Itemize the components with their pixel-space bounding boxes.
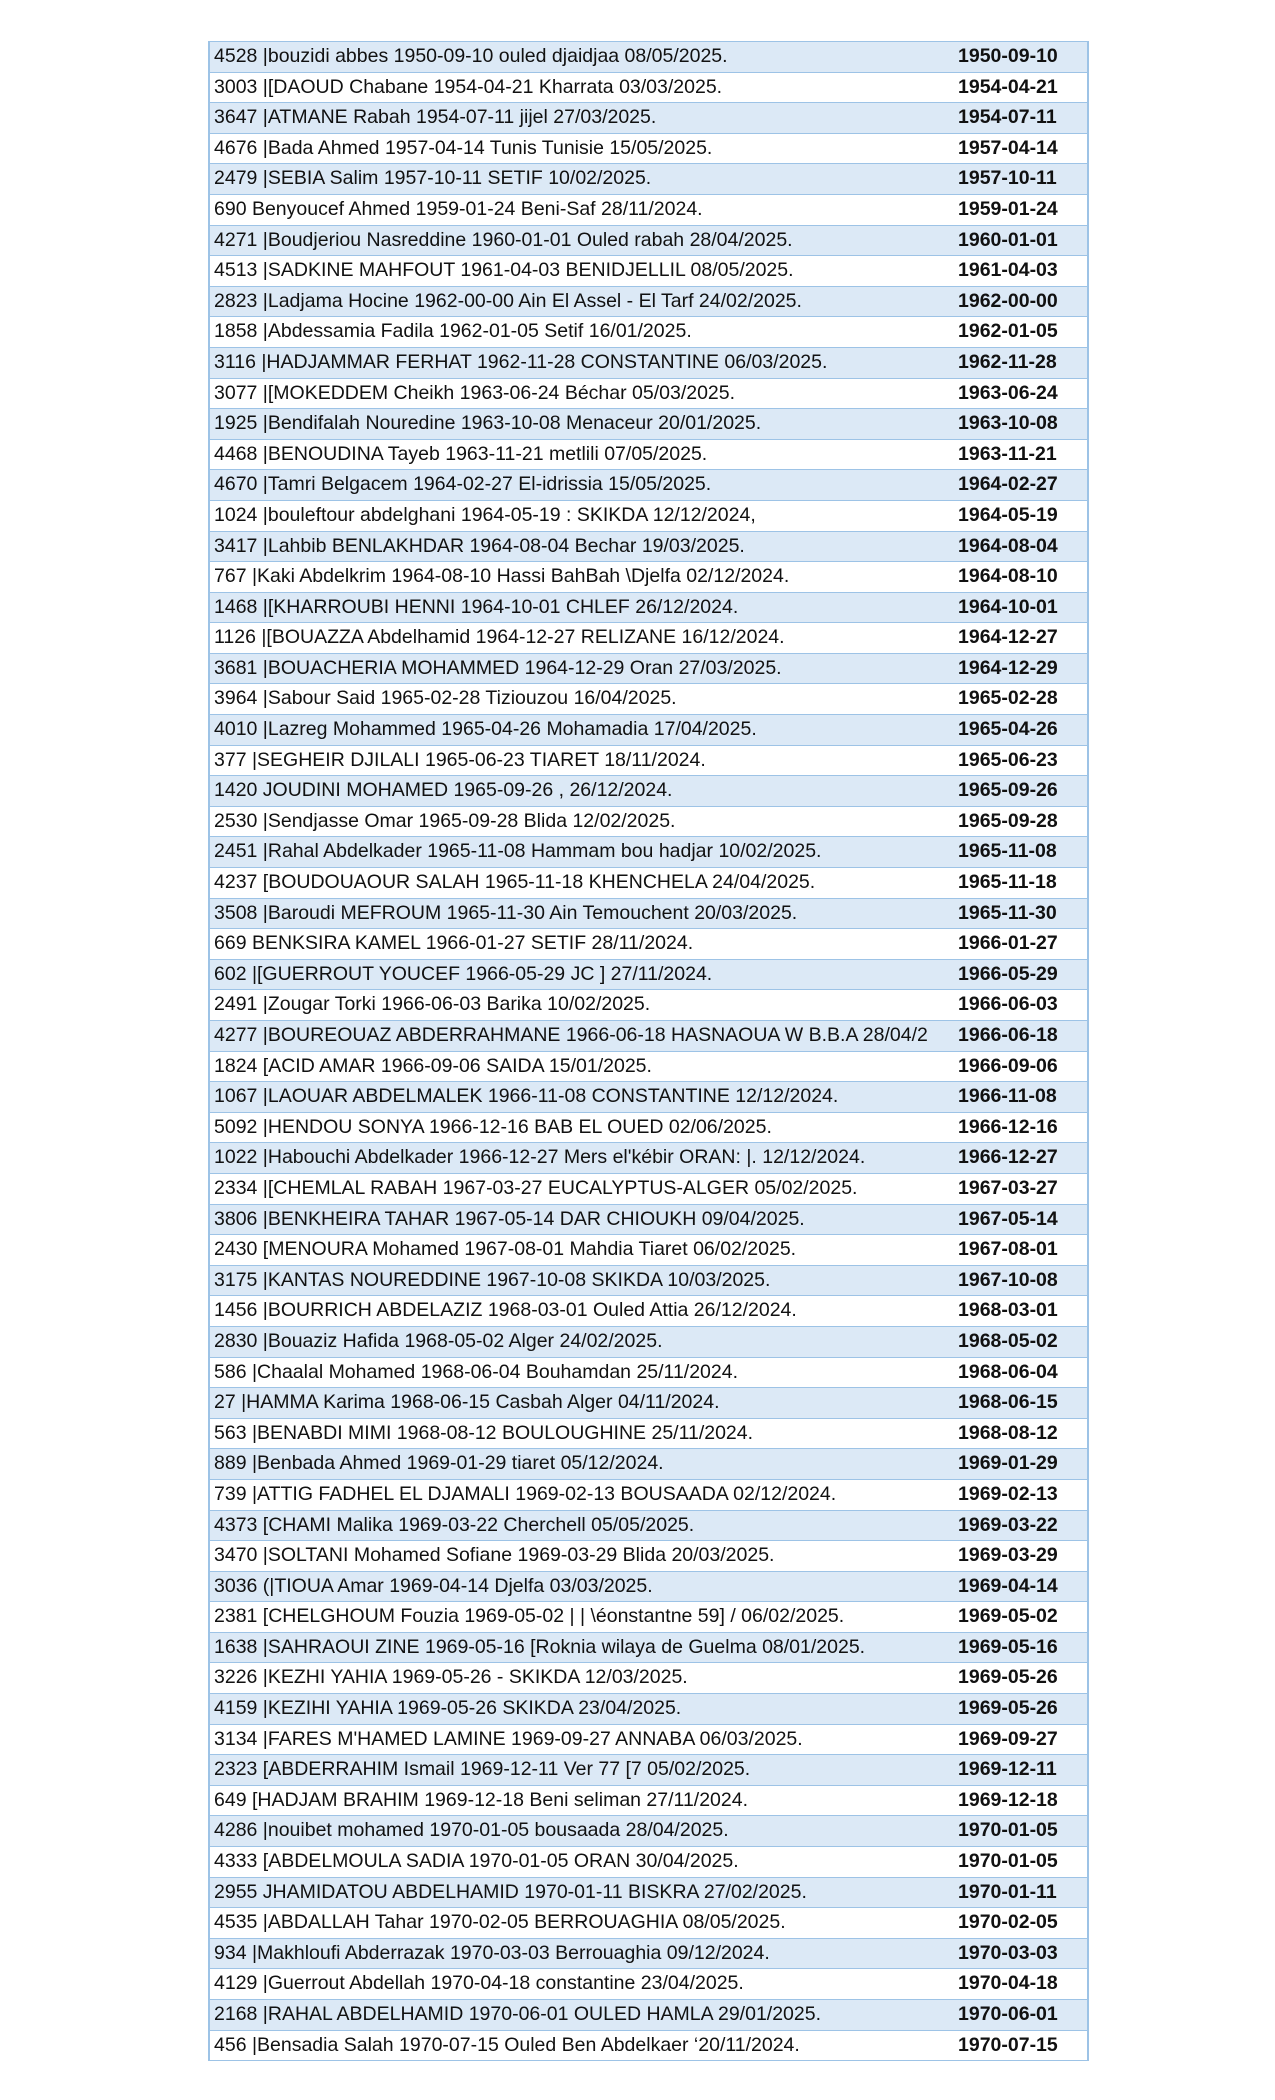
record-text-cell: 1824 [ACID AMAR 1966-09-06 SAIDA 15/01/2025. xyxy=(209,1051,956,1082)
birth-date-cell: 1965-11-30 xyxy=(956,898,1088,929)
record-text-cell: 1126 |[BOUAZZA Abdelhamid 1964-12-27 RELIZANE 16/12/2024. xyxy=(209,623,956,654)
birth-date-cell: 1957-04-14 xyxy=(956,133,1088,164)
table-row xyxy=(209,776,1088,807)
table-row xyxy=(209,653,1088,684)
table-row xyxy=(209,745,1088,776)
record-text-cell: 3226 |KEZHI YAHIA 1969-05-26 - SKIKDA 12/03/2025. xyxy=(209,1663,956,1694)
birth-date-cell: 1969-01-29 xyxy=(956,1449,1088,1480)
record-text-cell: 1022 |Habouchi Abdelkader 1966-12-27 Mers el'kébir ORAN: |. 12/12/2024. xyxy=(209,1143,956,1174)
record-text-cell: 4237 [BOUDOUAOUR SALAH 1965-11-18 KHENCHELA 24/04/2025. xyxy=(209,868,956,899)
record-text-cell: 563 |BENABDI MIMI 1968-08-12 BOULOUGHINE 25/11/2024. xyxy=(209,1418,956,1449)
table-row xyxy=(209,623,1088,654)
record-text-cell: 3470 |SOLTANI Mohamed Sofiane 1969-03-29 Blida 20/03/2025. xyxy=(209,1541,956,1572)
birth-date-cell: 1966-11-08 xyxy=(956,1082,1088,1113)
record-text-cell: 4271 |Boudjeriou Nasreddine 1960-01-01 Ouled rabah 28/04/2025. xyxy=(209,225,956,256)
table-row xyxy=(209,256,1088,287)
record-text-cell: 456 |Bensadia Salah 1970-07-15 Ouled Ben Abdelkaer ‘20/11/2024. xyxy=(209,2030,956,2061)
birth-date-cell: 1969-05-26 xyxy=(956,1663,1088,1694)
birth-date-cell: 1968-06-15 xyxy=(956,1388,1088,1419)
birth-date-cell: 1968-03-01 xyxy=(956,1296,1088,1327)
records-table xyxy=(208,41,1089,2061)
record-text-cell: 690 Benyoucef Ahmed 1959-01-24 Beni-Saf 28/11/2024. xyxy=(209,194,956,225)
birth-date-cell: 1964-05-19 xyxy=(956,500,1088,531)
birth-date-cell: 1969-04-14 xyxy=(956,1571,1088,1602)
record-text-cell: 377 |SEGHEIR DJILALI 1965-06-23 TIARET 18/11/2024. xyxy=(209,745,956,776)
birth-date-cell: 1959-01-24 xyxy=(956,194,1088,225)
table-row xyxy=(209,929,1088,960)
birth-date-cell: 1968-05-02 xyxy=(956,1326,1088,1357)
table-row xyxy=(209,133,1088,164)
birth-date-cell: 1969-12-11 xyxy=(956,1755,1088,1786)
record-text-cell: 4129 |Guerrout Abdellah 1970-04-18 constantine 23/04/2025. xyxy=(209,1969,956,2000)
record-text-cell: 2451 |Rahal Abdelkader 1965-11-08 Hammam bou hadjar 10/02/2025. xyxy=(209,837,956,868)
birth-date-cell: 1970-01-05 xyxy=(956,1847,1088,1878)
record-text-cell: 3003 |[DAOUD Chabane 1954-04-21 Kharrata 03/03/2025. xyxy=(209,72,956,103)
record-text-cell: 3036 (|TIOUA Amar 1969-04-14 Djelfa 03/03/2025. xyxy=(209,1571,956,1602)
birth-date-cell: 1962-11-28 xyxy=(956,347,1088,378)
record-text-cell: 2334 |[CHEMLAL RABAH 1967-03-27 EUCALYPTUS-ALGER 05/02/2025. xyxy=(209,1173,956,1204)
birth-date-cell: 1963-06-24 xyxy=(956,378,1088,409)
record-text-cell: 4159 |KEZIHI YAHIA 1969-05-26 SKIKDA 23/04/2025. xyxy=(209,1694,956,1725)
birth-date-cell: 1962-00-00 xyxy=(956,286,1088,317)
table-row xyxy=(209,225,1088,256)
table-row xyxy=(209,1143,1088,1174)
record-text-cell: 1420 JOUDINI MOHAMED 1965-09-26 , 26/12/2024. xyxy=(209,776,956,807)
table-row xyxy=(209,1847,1088,1878)
birth-date-cell: 1965-04-26 xyxy=(956,715,1088,746)
birth-date-cell: 1966-01-27 xyxy=(956,929,1088,960)
birth-date-cell: 1970-03-03 xyxy=(956,1938,1088,1969)
birth-date-cell: 1960-01-01 xyxy=(956,225,1088,256)
table-row xyxy=(209,990,1088,1021)
table-row xyxy=(209,1051,1088,1082)
record-text-cell: 3681 |BOUACHERIA MOHAMMED 1964-12-29 Oran 27/03/2025. xyxy=(209,653,956,684)
table-row xyxy=(209,1877,1088,1908)
record-text-cell: 4535 |ABDALLAH Tahar 1970-02-05 BERROUAGHIA 08/05/2025. xyxy=(209,1908,956,1939)
record-text-cell: 5092 |HENDOU SONYA 1966-12-16 BAB EL OUED 02/06/2025. xyxy=(209,1112,956,1143)
birth-date-cell: 1967-05-14 xyxy=(956,1204,1088,1235)
birth-date-cell: 1964-12-27 xyxy=(956,623,1088,654)
birth-date-cell: 1966-05-29 xyxy=(956,959,1088,990)
table-row xyxy=(209,562,1088,593)
record-text-cell: 4670 |Tamri Belgacem 1964-02-27 El-idrissia 15/05/2025. xyxy=(209,470,956,501)
record-text-cell: 586 |Chaalal Mohamed 1968-06-04 Bouhamdan 25/11/2024. xyxy=(209,1357,956,1388)
table-row xyxy=(209,1112,1088,1143)
table-row xyxy=(209,347,1088,378)
record-text-cell: 2955 JHAMIDATOU ABDELHAMID 1970-01-11 BISKRA 27/02/2025. xyxy=(209,1877,956,1908)
table-row xyxy=(209,1632,1088,1663)
birth-date-cell: 1967-08-01 xyxy=(956,1235,1088,1266)
table-row xyxy=(209,1694,1088,1725)
record-text-cell: 602 |[GUERROUT YOUCEF 1966-05-29 JC ] 27/11/2024. xyxy=(209,959,956,990)
table-row xyxy=(209,1204,1088,1235)
birth-date-cell: 1965-02-28 xyxy=(956,684,1088,715)
table-row xyxy=(209,1785,1088,1816)
table-row xyxy=(209,439,1088,470)
birth-date-cell: 1957-10-11 xyxy=(956,164,1088,195)
birth-date-cell: 1969-05-16 xyxy=(956,1632,1088,1663)
table-row xyxy=(209,1449,1088,1480)
table-row xyxy=(209,470,1088,501)
table-row xyxy=(209,378,1088,409)
table-row xyxy=(209,1357,1088,1388)
record-text-cell: 1468 |[KHARROUBI HENNI 1964-10-01 CHLEF 26/12/2024. xyxy=(209,592,956,623)
birth-date-cell: 1963-10-08 xyxy=(956,409,1088,440)
record-text-cell: 4277 |BOUREOUAZ ABDERRAHMANE 1966-06-18 HASNAOUA W B.B.A 28/04/2 xyxy=(209,1021,956,1052)
table-row xyxy=(209,409,1088,440)
table-row xyxy=(209,1816,1088,1847)
table-row xyxy=(209,868,1088,899)
table-row xyxy=(209,103,1088,134)
table-row xyxy=(209,1755,1088,1786)
record-text-cell: 1067 |LAOUAR ABDELMALEK 1966-11-08 CONSTANTINE 12/12/2024. xyxy=(209,1082,956,1113)
record-text-cell: 1925 |Bendifalah Nouredine 1963-10-08 Menaceur 20/01/2025. xyxy=(209,409,956,440)
birth-date-cell: 1954-07-11 xyxy=(956,103,1088,134)
birth-date-cell: 1965-09-28 xyxy=(956,806,1088,837)
record-text-cell: 2168 |RAHAL ABDELHAMID 1970-06-01 OULED HAMLA 29/01/2025. xyxy=(209,2000,956,2031)
record-text-cell: 1858 |Abdessamia Fadila 1962-01-05 Setif 16/01/2025. xyxy=(209,317,956,348)
birth-date-cell: 1970-01-05 xyxy=(956,1816,1088,1847)
table-row xyxy=(209,1388,1088,1419)
birth-date-cell: 1963-11-21 xyxy=(956,439,1088,470)
table-row xyxy=(209,72,1088,103)
birth-date-cell: 1965-11-18 xyxy=(956,868,1088,899)
table-row xyxy=(209,1021,1088,1052)
birth-date-cell: 1969-02-13 xyxy=(956,1479,1088,1510)
record-text-cell: 669 BENKSIRA KAMEL 1966-01-27 SETIF 28/11/2024. xyxy=(209,929,956,960)
record-text-cell: 1456 |BOURRICH ABDELAZIZ 1968-03-01 Ouled Attia 26/12/2024. xyxy=(209,1296,956,1327)
table-row xyxy=(209,1724,1088,1755)
birth-date-cell: 1964-02-27 xyxy=(956,470,1088,501)
birth-date-cell: 1969-03-29 xyxy=(956,1541,1088,1572)
record-text-cell: 934 |Makhloufi Abderrazak 1970-03-03 Berrouaghia 09/12/2024. xyxy=(209,1938,956,1969)
record-text-cell: 2830 |Bouaziz Hafida 1968-05-02 Alger 24/02/2025. xyxy=(209,1326,956,1357)
record-text-cell: 739 |ATTIG FADHEL EL DJAMALI 1969-02-13 BOUSAADA 02/12/2024. xyxy=(209,1479,956,1510)
record-text-cell: 2491 |Zougar Torki 1966-06-03 Barika 10/02/2025. xyxy=(209,990,956,1021)
table-row xyxy=(209,500,1088,531)
table-row xyxy=(209,1418,1088,1449)
birth-date-cell: 1969-12-18 xyxy=(956,1785,1088,1816)
table-row xyxy=(209,1663,1088,1694)
record-text-cell: 3964 |Sabour Said 1965-02-28 Tiziouzou 16/04/2025. xyxy=(209,684,956,715)
birth-date-cell: 1970-02-05 xyxy=(956,1908,1088,1939)
birth-date-cell: 1970-06-01 xyxy=(956,2000,1088,2031)
table-row xyxy=(209,1938,1088,1969)
record-text-cell: 4333 [ABDELMOULA SADIA 1970-01-05 ORAN 30/04/2025. xyxy=(209,1847,956,1878)
birth-date-cell: 1966-09-06 xyxy=(956,1051,1088,1082)
table-row xyxy=(209,1571,1088,1602)
birth-date-cell: 1964-12-29 xyxy=(956,653,1088,684)
birth-date-cell: 1966-12-27 xyxy=(956,1143,1088,1174)
table-row xyxy=(209,164,1088,195)
record-text-cell: 889 |Benbada Ahmed 1969-01-29 tiaret 05/12/2024. xyxy=(209,1449,956,1480)
birth-date-cell: 1970-07-15 xyxy=(956,2030,1088,2061)
table-row xyxy=(209,837,1088,868)
birth-date-cell: 1966-06-03 xyxy=(956,990,1088,1021)
birth-date-cell: 1967-03-27 xyxy=(956,1173,1088,1204)
record-text-cell: 3508 |Baroudi MEFROUM 1965-11-30 Ain Temouchent 20/03/2025. xyxy=(209,898,956,929)
table-row xyxy=(209,1265,1088,1296)
table-row xyxy=(209,806,1088,837)
table-row xyxy=(209,1969,1088,2000)
birth-date-cell: 1964-08-04 xyxy=(956,531,1088,562)
birth-date-cell: 1967-10-08 xyxy=(956,1265,1088,1296)
record-text-cell: 4010 |Lazreg Mohammed 1965-04-26 Mohamadia 17/04/2025. xyxy=(209,715,956,746)
birth-date-cell: 1965-06-23 xyxy=(956,745,1088,776)
record-text-cell: 4286 |nouibet mohamed 1970-01-05 bousaada 28/04/2025. xyxy=(209,1816,956,1847)
table-row xyxy=(209,2000,1088,2031)
table-row xyxy=(209,715,1088,746)
record-text-cell: 1024 |bouleftour abdelghani 1964-05-19 : SKIKDA 12/12/2024, xyxy=(209,500,956,531)
record-text-cell: 2530 |Sendjasse Omar 1965-09-28 Blida 12/02/2025. xyxy=(209,806,956,837)
birth-date-cell: 1954-04-21 xyxy=(956,72,1088,103)
record-text-cell: 2479 |SEBIA Salim 1957-10-11 SETIF 10/02/2025. xyxy=(209,164,956,195)
table-row xyxy=(209,959,1088,990)
records-table-body xyxy=(209,42,1088,2061)
table-row xyxy=(209,1541,1088,1572)
birth-date-cell: 1966-06-18 xyxy=(956,1021,1088,1052)
record-text-cell: 4528 |bouzidi abbes 1950-09-10 ouled djaidjaa 08/05/2025. xyxy=(209,42,956,73)
table-row xyxy=(209,1479,1088,1510)
record-text-cell: 2323 [ABDERRAHIM Ismail 1969-12-11 Ver 77 [7 05/02/2025. xyxy=(209,1755,956,1786)
birth-date-cell: 1950-09-10 xyxy=(956,42,1088,73)
birth-date-cell: 1965-09-26 xyxy=(956,776,1088,807)
birth-date-cell: 1964-10-01 xyxy=(956,592,1088,623)
record-text-cell: 3806 |BENKHEIRA TAHAR 1967-05-14 DAR CHIOUKH 09/04/2025. xyxy=(209,1204,956,1235)
table-row xyxy=(209,1082,1088,1113)
record-text-cell: 4676 |Bada Ahmed 1957-04-14 Tunis Tunisie 15/05/2025. xyxy=(209,133,956,164)
table-row xyxy=(209,1235,1088,1266)
table-row xyxy=(209,1173,1088,1204)
record-text-cell: 1638 |SAHRAOUI ZINE 1969-05-16 [Roknia wilaya de Guelma 08/01/2025. xyxy=(209,1632,956,1663)
record-text-cell: 3134 |FARES M'HAMED LAMINE 1969-09-27 ANNABA 06/03/2025. xyxy=(209,1724,956,1755)
table-row xyxy=(209,286,1088,317)
birth-date-cell: 1969-05-26 xyxy=(956,1694,1088,1725)
birth-date-cell: 1968-06-04 xyxy=(956,1357,1088,1388)
record-text-cell: 3175 |KANTAS NOUREDDINE 1967-10-08 SKIKDA 10/03/2025. xyxy=(209,1265,956,1296)
birth-date-cell: 1969-05-02 xyxy=(956,1602,1088,1633)
table-row xyxy=(209,42,1088,73)
table-row xyxy=(209,531,1088,562)
table-row xyxy=(209,1510,1088,1541)
record-text-cell: 3417 |Lahbib BENLAKHDAR 1964-08-04 Bechar 19/03/2025. xyxy=(209,531,956,562)
birth-date-cell: 1970-01-11 xyxy=(956,1877,1088,1908)
record-text-cell: 2430 [MENOURA Mohamed 1967-08-01 Mahdia Tiaret 06/02/2025. xyxy=(209,1235,956,1266)
birth-date-cell: 1961-04-03 xyxy=(956,256,1088,287)
table-row xyxy=(209,2030,1088,2061)
birth-date-cell: 1968-08-12 xyxy=(956,1418,1088,1449)
table-row xyxy=(209,317,1088,348)
birth-date-cell: 1964-08-10 xyxy=(956,562,1088,593)
record-text-cell: 27 |HAMMA Karima 1968-06-15 Casbah Alger 04/11/2024. xyxy=(209,1388,956,1419)
table-row xyxy=(209,1602,1088,1633)
record-text-cell: 3647 |ATMANE Rabah 1954-07-11 jijel 27/03/2025. xyxy=(209,103,956,134)
record-text-cell: 4373 [CHAMI Malika 1969-03-22 Cherchell 05/05/2025. xyxy=(209,1510,956,1541)
table-row xyxy=(209,684,1088,715)
table-row xyxy=(209,1296,1088,1327)
record-text-cell: 767 |Kaki Abdelkrim 1964-08-10 Hassi BahBah \Djelfa 02/12/2024. xyxy=(209,562,956,593)
record-text-cell: 2823 |Ladjama Hocine 1962-00-00 Ain El Assel - El Tarf 24/02/2025. xyxy=(209,286,956,317)
record-text-cell: 3077 |[MOKEDDEM Cheikh 1963-06-24 Béchar 05/03/2025. xyxy=(209,378,956,409)
table-row xyxy=(209,194,1088,225)
table-row xyxy=(209,1908,1088,1939)
table-row xyxy=(209,898,1088,929)
birth-date-cell: 1969-03-22 xyxy=(956,1510,1088,1541)
record-text-cell: 649 [HADJAM BRAHIM 1969-12-18 Beni seliman 27/11/2024. xyxy=(209,1785,956,1816)
birth-date-cell: 1970-04-18 xyxy=(956,1969,1088,2000)
record-text-cell: 3116 |HADJAMMAR FERHAT 1962-11-28 CONSTANTINE 06/03/2025. xyxy=(209,347,956,378)
record-text-cell: 2381 [CHELGHOUM Fouzia 1969-05-02 | | \éonstantne 59] / 06/02/2025. xyxy=(209,1602,956,1633)
table-row xyxy=(209,1326,1088,1357)
table-row xyxy=(209,592,1088,623)
record-text-cell: 4513 |SADKINE MAHFOUT 1961-04-03 BENIDJELLIL 08/05/2025. xyxy=(209,256,956,287)
birth-date-cell: 1966-12-16 xyxy=(956,1112,1088,1143)
birth-date-cell: 1965-11-08 xyxy=(956,837,1088,868)
birth-date-cell: 1969-09-27 xyxy=(956,1724,1088,1755)
birth-date-cell: 1962-01-05 xyxy=(956,317,1088,348)
record-text-cell: 4468 |BENOUDINA Tayeb 1963-11-21 metlili 07/05/2025. xyxy=(209,439,956,470)
